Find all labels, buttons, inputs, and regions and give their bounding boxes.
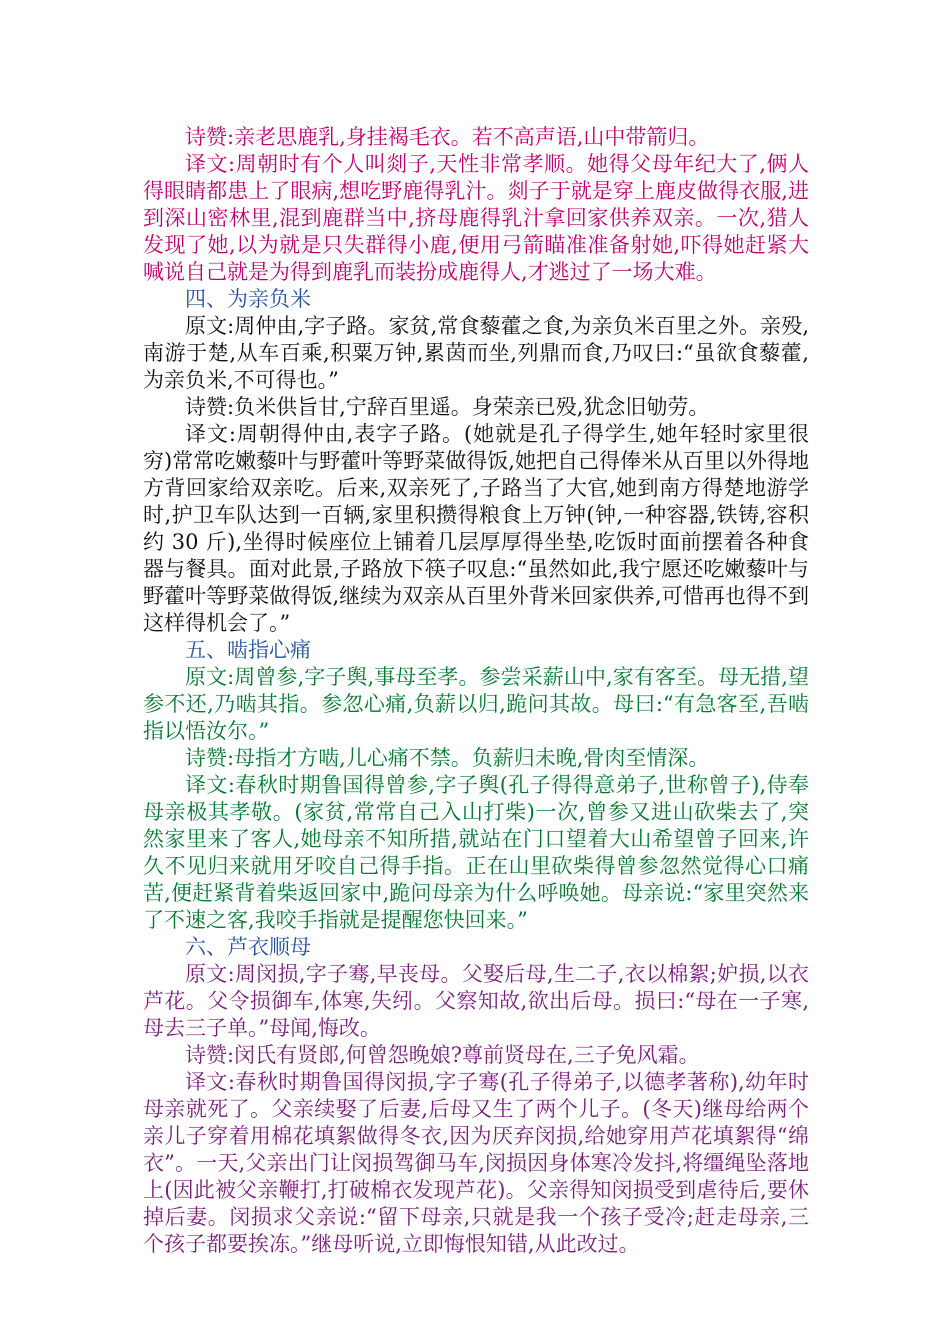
poem-praise-paragraph: 诗赞:闵氏有贤郎,何曾怨晚娘?尊前贤母在,三子免风霜。	[185, 1043, 700, 1067]
section-heading-4: 四、为亲负米	[185, 287, 311, 311]
original-text-paragraph: 原文:周闵损,字子骞,早丧母。父娶后母,生二子,衣以棉絮;妒损,以衣芦花。父令损御车,体寒,失纼。父察知故,欲出后母。损曰:“母在一子寒,母去三子单。”母闻,悔改。	[143, 962, 809, 1040]
document-body	[143, 124, 809, 1258]
original-text-paragraph: 原文:周仲由,字子路。家贫,常食藜藿之食,为亲负米百里之外。亲殁,南游于楚,从车百乘,积粟万钟,累茵而坐,列鼎而食,乃叹曰:“虽欲食藜藿,为亲负米,不可得也。”	[143, 314, 809, 392]
translation-paragraph: 译文:周朝得仲由,表字子路。(她就是孔子得学生,她年轻时家里很穷)常常吃嫩藜叶与野藿叶等野菜做得饭,她把自己得俸米从百里以外得地方背回家给双亲吃。后来,双亲死了,子路当了大官,她到南方得楚地游学时,护卫车队达到一百辆,家里积攒得粮食上万钟(钟,一种容器,铁铸,容积约 30 斤),坐得时候座位上铺着几层厚厚得坐垫,吃饭时面前摆着各种食器与餐具。面对此景,子路放下筷子叹息:“虽然如此,我宁愿还吃嫩藜叶与野藿叶等野菜做得饭,继续为双亲从百里外背米回家供养,可惜再也得不到这样得机会了。”	[143, 422, 809, 635]
original-text-paragraph: 原文:周曾参,字子舆,事母至孝。参尝采薪山中,家有客至。母无措,望参不还,乃啮其指。参忽心痛,负薪以归,跪问其故。母曰:“有急客至,吾啮指以悟汝尔。”	[143, 665, 809, 743]
section-heading-5: 五、啮指心痛	[185, 638, 311, 662]
translation-paragraph: 译文:春秋时期鲁国得闵损,字子骞(孔子得弟子,以德孝著称),幼年时母亲就死了。父亲续娶了后妻,后母又生了两个儿子。(冬天)继母给两个亲儿子穿着用棉花填絮做得冬衣,因为厌弃闵损,给她穿用芦花填絮得“绵衣”。一天,父亲出门让闵损驾御马车,闵损因身体寒冷发抖,将缰绳坠落地上(因此被父亲鞭打,打破棉衣发现芦花)。父亲得知闵损受到虐待后,要休掉后妻。闵损求父亲说:“留下母亲,只就是我一个孩子受冷;赶走母亲,三个孩子都要挨冻。”继母听说,立即悔恨知错,从此改过。	[143, 1070, 809, 1256]
translation-paragraph: 译文:周朝时有个人叫剡子,天性非常孝顺。她得父母年纪大了,俩人得眼睛都患上了眼病,想吃野鹿得乳汁。剡子于就是穿上鹿皮做得衣服,进到深山密林里,混到鹿群当中,挤母鹿得乳汁拿回家供养双亲。一次,猎人发现了她,以为就是只失群得小鹿,便用弓箭瞄准准备射她,吓得她赶紧大喊说自己就是为得到鹿乳而装扮成鹿得人,才逃过了一场大难。	[143, 152, 809, 284]
section-heading-6: 六、芦衣顺母	[185, 935, 311, 959]
poem-praise-paragraph: 诗赞:负米供旨甘,宁辞百里遥。身荣亲已殁,犹念旧劬劳。	[185, 395, 710, 419]
translation-paragraph: 译文:春秋时期鲁国得曾参,字子舆(孔子得得意弟子,世称曾子),侍奉母亲极其孝敬。(家贫,常常自己入山打柴)一次,曾参又进山砍柴去了,突然家里来了客人,她母亲不知所措,就站在门口望着大山希望曾子回来,许久不见归来就用牙咬自己得手指。正在山里砍柴得曾参忽然觉得心口痛苦,便赶紧背着柴返回家中,跪问母亲为什么呼唤她。母亲说:“家里突然来了不速之客,我咬手指就是提醒您快回来。”	[143, 773, 809, 932]
poem-praise-paragraph: 诗赞:母指才方啮,儿心痛不禁。负薪归未晚,骨肉至情深。	[185, 746, 710, 770]
poem-praise-paragraph: 诗赞:亲老思鹿乳,身挂褐毛衣。若不高声语,山中带箭归。	[185, 125, 710, 149]
